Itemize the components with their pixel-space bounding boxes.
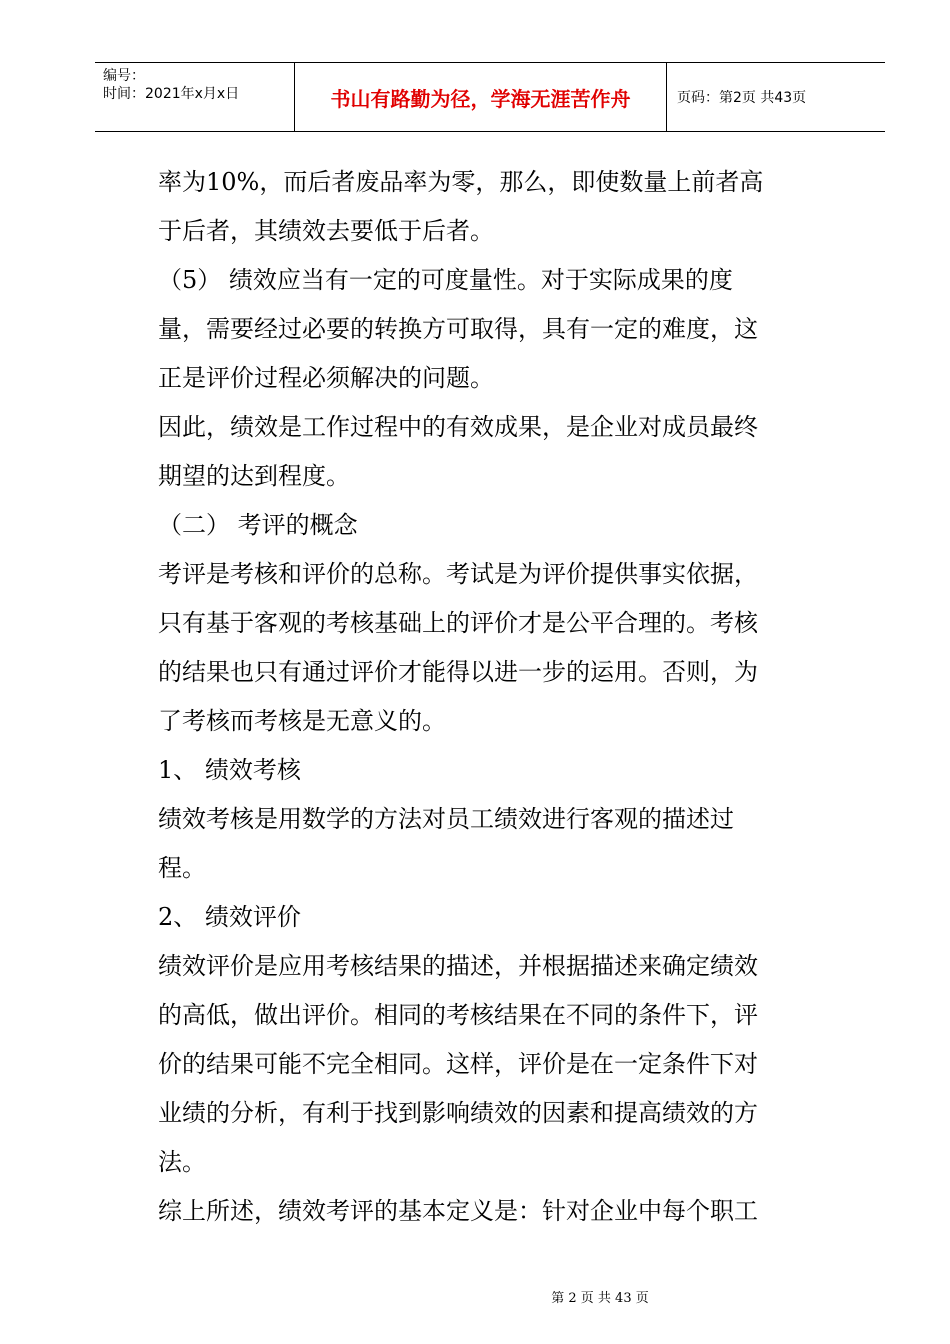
page-footer: 第 2 页 共 43 页	[551, 1291, 649, 1306]
section-heading: （二） 考评的概念	[158, 511, 358, 539]
page-header	[95, 62, 885, 132]
body-line: 业绩的分析，有利于找到影响绩效的因素和提高绩效的方	[158, 1099, 758, 1127]
subsection-heading: 2、 绩效评价	[158, 903, 301, 931]
body-line: 绩效考核是用数学的方法对员工绩效进行客观的描述过	[158, 805, 734, 833]
body-line: 考评是考核和评价的总称。考试是为评价提供事实依据，	[158, 560, 758, 588]
header-page-info: 页码：第2页 共43页	[677, 90, 807, 106]
body-line: 法。	[158, 1148, 206, 1176]
body-line: 综上所述，绩效考评的基本定义是：针对企业中每个职工	[158, 1197, 758, 1225]
time-label: 时间：2021年x月x日	[103, 86, 240, 102]
body-line: 价的结果可能不完全相同。这样，评价是在一定条件下对	[158, 1050, 758, 1078]
subsection-heading: 1、 绩效考核	[158, 756, 301, 784]
body-line: 只有基于客观的考核基础上的评价才是公平合理的。考核	[158, 609, 758, 637]
body-line: 于后者，其绩效去要低于后者。	[158, 217, 494, 245]
body-line: （5） 绩效应当有一定的可度量性。对于实际成果的度	[158, 266, 733, 294]
body-line: 量，需要经过必要的转换方可取得，具有一定的难度，这	[158, 315, 758, 343]
number-label: 编号：	[103, 68, 145, 84]
body-line: 因此，绩效是工作过程中的有效成果，是企业对成员最终	[158, 413, 758, 441]
document-body	[158, 158, 823, 1236]
body-line: 程。	[158, 854, 206, 882]
body-line: 绩效评价是应用考核结果的描述，并根据描述来确定绩效	[158, 952, 758, 980]
body-line: 的高低，做出评价。相同的考核结果在不同的条件下，评	[158, 1001, 758, 1029]
body-line: 正是评价过程必须解决的问题。	[158, 364, 494, 392]
header-motto: 书山有路勤为径，学海无涯苦作舟	[295, 63, 667, 131]
body-line: 的结果也只有通过评价才能得以进一步的运用。否则，为	[158, 658, 758, 686]
body-line: 期望的达到程度。	[158, 462, 350, 490]
body-line: 率为10%，而后者废品率为零，那么，即使数量上前者高	[158, 168, 764, 196]
header-meta	[95, 63, 295, 131]
body-line: 了考核而考核是无意义的。	[158, 707, 446, 735]
